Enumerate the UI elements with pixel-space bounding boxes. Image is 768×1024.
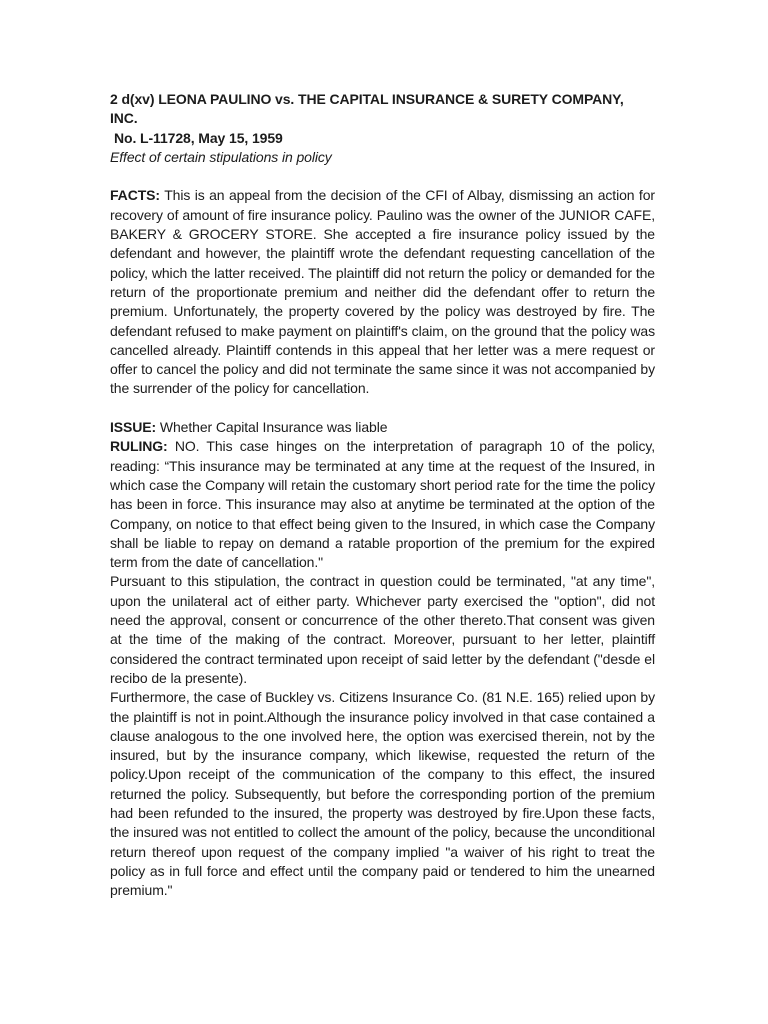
issue-text: Whether Capital Insurance was liable — [159, 419, 388, 436]
issue-label: ISSUE: — [110, 419, 157, 436]
ruling-label: RULING: — [110, 438, 168, 455]
blank-line — [110, 399, 655, 418]
case-citation: No. L-11728, May 15, 1959 — [114, 129, 283, 146]
ruling-paragraph — [110, 437, 655, 572]
blank-line — [110, 167, 655, 186]
pursuant-paragraph: Pursuant to this stipulation, the contract in question could be terminated, "at any time", upon the unilateral act of either party. Whichever party exercised the "option", did not need the approval, consent or concurrence of the other thereto.That consent was given at the time of the making of the contract. Moreover, pursuant to her letter, plaintiff considered the contract terminated upon receipt of said letter by the defendant ("desde el recibo de la presente). — [110, 573, 655, 686]
ruling-text: NO. This case hinges on the interpretation of paragraph 10 of the policy, reading: “This insurance may be terminated at any time at the request of the Insured, in which case the Company will retain the customary short period rate for the time the policy has been in force. This insurance may also at anytime be terminated at the option of the Company, on notice to that effect being given to the Insured, in which case the Company shall be liable to repay on demand a ratable proportion of the premium for the expired term from the date of cancellation." — [110, 438, 655, 571]
facts-text: This is an appeal from the decision of the CFI of Albay, dismissing an action for recovery of amount of fire insurance policy. Paulino was the owner of the JUNIOR CAFE, BAKERY & GROCERY STORE. She accepted a fire insurance policy issued by the defendant and however, the plaintiff wrote the defendant requesting cancellation of the policy, which the latter received. The plaintiff did not return the policy or demanded for the return of the proportionate premium and neither did the defendant offer to return the premium. Unfortunately, the property covered by the policy was destroyed by fire. The defendant refused to make payment on plaintiff's claim, on the ground that the policy was cancelled already. Plaintiff contends in this appeal that her letter was a mere request or offer to cancel the policy and did not terminate the same since it was not accompanied by the surrender of the policy for cancellation. — [110, 187, 655, 397]
case-subtitle: Effect of certain stipulations in policy — [110, 148, 332, 165]
case-title: 2 d(xv) LEONA PAULINO vs. THE CAPITAL INSURANCE & SURETY COMPANY, INC. — [110, 91, 624, 127]
facts-paragraph — [110, 186, 655, 398]
furthermore-paragraph: Furthermore, the case of Buckley vs. Citizens Insurance Co. (81 N.E. 165) relied upon by the plaintiff is not in point.Although the insurance policy involved in that case contained a clause analogous to the one involved here, the option was exercised therein, not by the insured, but by the insurance company, which likewise, requested the return of the policy.Upon receipt of the communication of the company to this effect, the insured returned the policy. Subsequently, but before the corresponding portion of the premium had been refunded to the insured, the property was destroyed by fire.Upon these facts, the insured was not entitled to collect the amount of the policy, because the unconditional return thereof upon request of the company implied "a waiver of his right to treat the policy as in full force and effect until the company paid or tendered to him the unearned premium." — [110, 689, 655, 899]
issue-paragraph — [110, 418, 655, 437]
facts-label: FACTS: — [110, 187, 160, 204]
document-content — [110, 90, 655, 900]
